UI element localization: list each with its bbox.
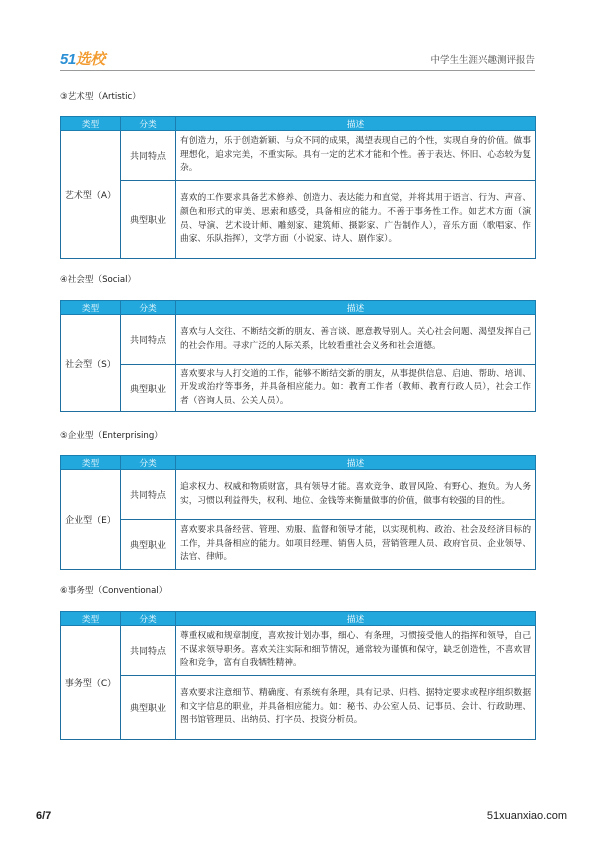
header-type: 类型: [61, 456, 121, 470]
table-row: [61, 676, 536, 740]
site-url: 51xuanxiao.com: [486, 810, 567, 822]
description-cell: 喜欢要求与人打交道的工作，能够不断结交新的朋友，从事提供信息、启迪、帮助、培训、开发或治疗等事务，并具备相应能力。如：教育工作者（教师、教育行政人员），社会工作者（咨询人员、公关人员）。: [176, 365, 536, 412]
type-cell: 事务型（C）: [61, 626, 121, 740]
table-row: [61, 520, 536, 570]
table-row: [61, 181, 536, 259]
header-description: 描述: [176, 456, 536, 470]
table-enterprising: [60, 455, 536, 570]
type-cell: 艺术型（A）: [61, 131, 121, 259]
section-title-enterprising: ⑤企业型（Enterprising）: [60, 431, 163, 441]
logo-number: 51: [60, 51, 76, 68]
header-type: 类型: [61, 301, 121, 315]
category-cell: 共同特点: [121, 470, 176, 520]
header-category: 分类: [121, 117, 176, 131]
header-category: 分类: [121, 456, 176, 470]
table-social: [60, 300, 536, 412]
description-cell: 喜欢与人交往、不断结交新的朋友、善言谈、愿意教导别人。关心社会问题、渴望发挥自己的社会作用。寻求广泛的人际关系，比较看重社会义务和社会道德。: [176, 315, 536, 365]
type-cell: 企业型（E）: [61, 470, 121, 570]
description-cell: 喜欢要求注意细节、精确度、有系统有条理，具有记录、归档、据特定要求或程序组织数据和文字信息的职业，并具备相应能力。如：秘书、办公室人员、记事员、会计、行政助理、图书馆管理员、出纳员、打字员、投资分析员。: [176, 676, 536, 740]
category-cell: 典型职业: [121, 365, 176, 412]
category-cell: 典型职业: [121, 520, 176, 570]
category-cell: 共同特点: [121, 626, 176, 676]
header-type: 类型: [61, 612, 121, 626]
header-description: 描述: [176, 612, 536, 626]
header-divider: [60, 70, 535, 71]
table-header-row: [61, 612, 536, 626]
table-row: [61, 315, 536, 365]
logo-text: 选校: [75, 51, 105, 68]
description-cell: 喜欢的工作要求具备艺术修养、创造力、表达能力和直觉，并将其用于语言、行为、声音、颜色和形式的审美、思索和感受，具备相应的能力。不善于事务性工作。如艺术方面（演员、导演、艺术设计师、雕刻家、建筑师、摄影家、广告制作人），音乐方面（歌唱家、作曲家、乐队指挥），文学方面（小说家、诗人、剧作家）。: [176, 181, 536, 259]
table-row: [61, 626, 536, 676]
header-description: 描述: [176, 301, 536, 315]
header-type: 类型: [61, 117, 121, 131]
category-cell: 共同特点: [121, 315, 176, 365]
header-category: 分类: [121, 612, 176, 626]
description-cell: 追求权力、权威和物质财富，具有领导才能。喜欢竞争、敢冒风险、有野心、抱负。为人务实，习惯以利益得失，权利、地位、金钱等来衡量做事的价值，做事有较强的目的性。: [176, 470, 536, 520]
table-header-row: [61, 301, 536, 315]
category-cell: 共同特点: [121, 131, 176, 181]
header-description: 描述: [176, 117, 536, 131]
category-cell: 典型职业: [121, 676, 176, 740]
table-row: [61, 131, 536, 181]
table-header-row: [61, 117, 536, 131]
description-cell: 尊重权威和规章制度，喜欢按计划办事，细心、有条理，习惯接受他人的指挥和领导，自己不谋求领导职务。喜欢关注实际和细节情况，通常较为谨慎和保守，缺乏创造性，不喜欢冒险和竞争，富有自我牺牲精神。: [176, 626, 536, 676]
table-artistic: [60, 116, 536, 259]
page-number: 6/7: [36, 810, 52, 822]
table-row: [61, 470, 536, 520]
table-row: [61, 365, 536, 412]
section-title-conventional: ⑥事务型（Conventional）: [60, 586, 168, 596]
header-category: 分类: [121, 301, 176, 315]
section-title-artistic: ③艺术型（Artistic）: [60, 92, 141, 102]
type-cell: 社会型（S）: [61, 315, 121, 412]
table-header-row: [61, 456, 536, 470]
page-header: [60, 46, 535, 68]
description-cell: 有创造力，乐于创造新颖、与众不同的成果，渴望表现自己的个性，实现自身的价值。做事理想化，追求完美，不重实际。具有一定的艺术才能和个性。善于表达、怀旧、心态较为复杂。: [176, 131, 536, 181]
description-cell: 喜欢要求具备经营、管理、劝服、监督和领导才能，以实现机构、政治、社会及经济目标的工作，并具备相应的能力。如项目经理、销售人员，营销管理人员、政府官员、企业领导、法官、律师。: [176, 520, 536, 570]
logo: [60, 48, 105, 69]
section-title-social: ④社会型（Social）: [60, 275, 137, 285]
report-title: 中学生生涯兴趣测评报告: [430, 55, 535, 66]
category-cell: 典型职业: [121, 181, 176, 259]
table-conventional: [60, 611, 536, 740]
